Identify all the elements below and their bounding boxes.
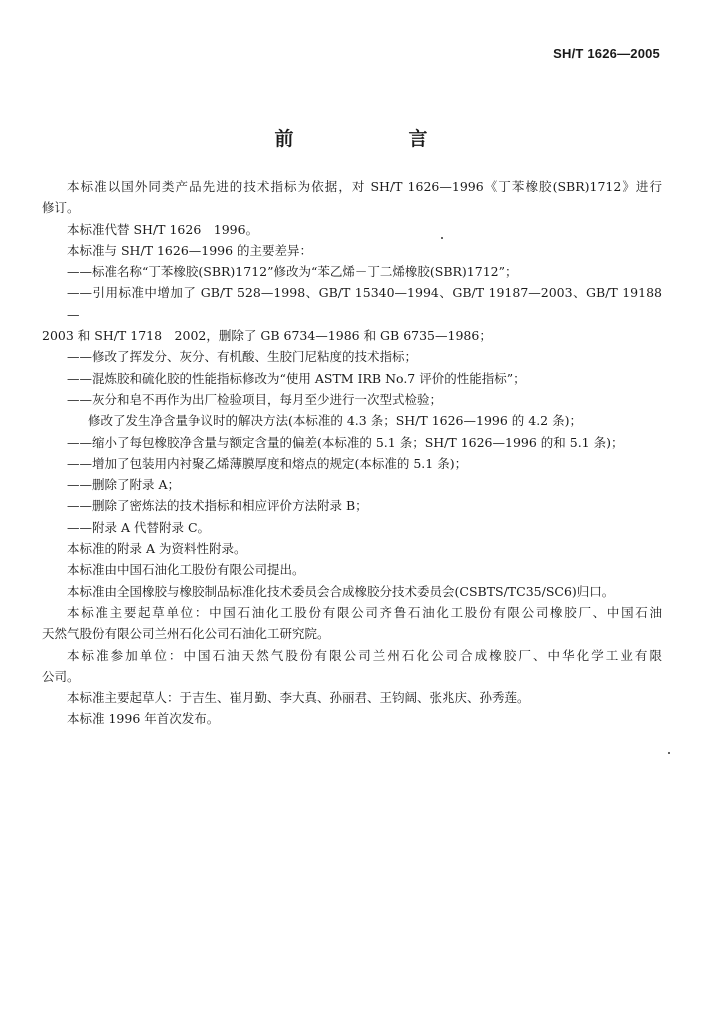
paragraph-line: 本标准由全国橡胶与橡胶制品标准化技术委员会合成橡胶分技术委员会(CSBTS/TC35/SC6)归口。 [67,583,615,599]
paragraph-line: 天然气股份有限公司兰州石化公司石油化工研究院。 [42,626,330,642]
paragraph-line: ——修改了挥发分、灰分、有机酸、生胶门尼粘度的技术指标； [67,349,418,365]
paragraph-line: 本标准 1996 年首次发布。 [67,711,220,727]
scan-speck [668,752,670,754]
paragraph-line: 本标准代替 SH/T 1626 1996。 [67,221,259,237]
paragraph-line: ——附录 A 代替附录 C。 [67,519,211,535]
paragraph-line: 修改了发生净含量争议时的解决方法(本标准的 4.3 条；SH/T 1626—1996 的 4.2 条)； [88,413,582,429]
paragraph-line: 本标准以国外同类产品先进的技术指标为依据，对 SH/T 1626—1996《丁苯橡胶(SBR)1712》进行 [67,179,662,194]
paragraph-line: 本标准主要起草人：于吉生、崔月勤、李大真、孙丽君、王钧阔、张兆庆、孙秀莲。 [67,690,530,706]
paragraph-line: 本标准的附录 A 为资料性附录。 [67,541,247,557]
standard-code-header: SH/T 1626—2005 [553,46,660,61]
paragraph-line: 公司。 [42,668,80,684]
paragraph-line: ——引用标准中增加了 GB/T 528—1998、GB/T 15340—1994、GB/T 19187—2003、GB/T 19188— [67,285,662,322]
paragraph-line: ——增加了包装用内衬聚乙烯薄膜厚度和熔点的规定(本标准的 5.1 条)； [67,455,468,471]
paragraph-line: 本标准与 SH/T 1626—1996 的主要差异： [67,242,313,258]
paragraph-line: 本标准参加单位：中国石油天然气股份有限公司兰州石化公司合成橡胶厂、中华化学工业有限 [67,647,662,663]
paragraph-line: ——缩小了每包橡胶净含量与额定含量的偏差(本标准的 5.1 条；SH/T 1626—1996 的和 5.1 条)； [67,434,624,450]
paragraph-line: ——标准名称“丁苯橡胶(SBR)1712”修改为“苯乙烯－丁二烯橡胶(SBR)1712”； [67,264,518,280]
paragraph-line: ——灰分和皂不再作为出厂检验项目，每月至少进行一次型式检验； [67,391,443,407]
paragraph-line: 2003 和 SH/T 1718 2002，删除了 GB 6734—1986 和 GB 6735—1986； [42,328,492,344]
paragraph-line: ——删除了附录 A； [67,477,181,493]
paragraph-line: ——删除了密炼法的技术指标和相应评价方法附录 B； [67,498,368,514]
paragraph-line: 修订。 [42,200,80,216]
page-title: 前 言 [274,128,476,150]
scan-speck [441,237,443,239]
paragraph-line: 本标准主要起草单位：中国石油化工股份有限公司齐鲁石油化工股份有限公司橡胶厂、中国石油 [67,604,662,620]
foreword-body [42,176,662,730]
paragraph-line: 本标准由中国石油化工股份有限公司提出。 [67,562,305,578]
paragraph-line: ——混炼胶和硫化胶的性能指标修改为“使用 ASTM IRB No.7 评价的性能指标”； [67,370,526,386]
